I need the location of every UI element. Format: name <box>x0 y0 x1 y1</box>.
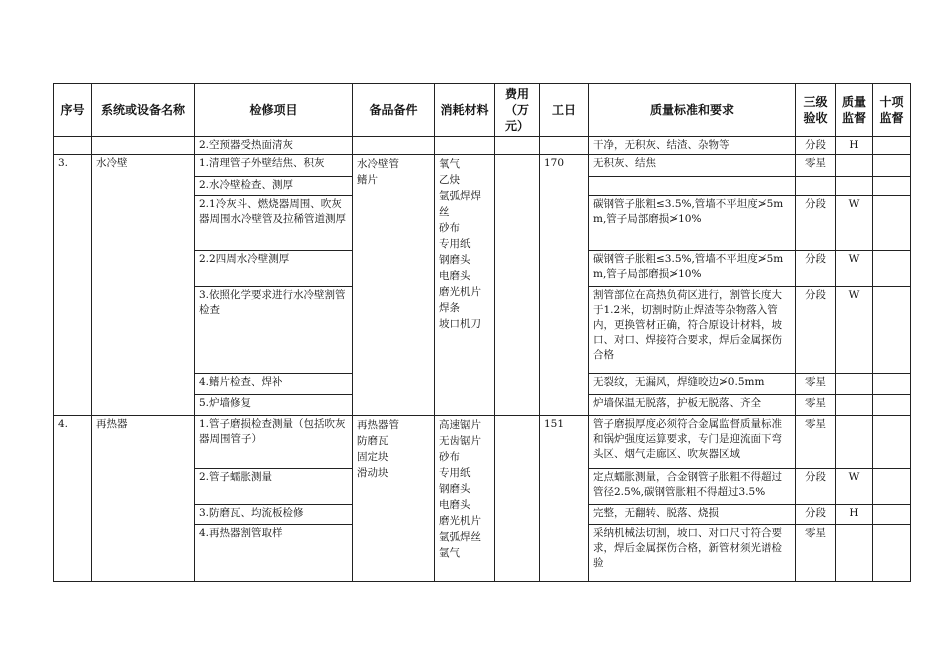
quality-cell <box>836 155 873 177</box>
acceptance-cell: 分段 <box>796 505 836 525</box>
acceptance-cell: 零星 <box>796 416 836 469</box>
item-cell: 5.炉墙修复 <box>195 395 353 416</box>
spare-cell: 再热器管 防磨瓦 固定块 滑动块 <box>353 416 435 582</box>
quality-cell <box>836 395 873 416</box>
standard-cell: 无积灰、结焦 <box>589 155 796 177</box>
item-cell: 2.管子蠕胀测量 <box>195 469 353 505</box>
item-cell: 1.清理管子外壁结焦、积灰 <box>195 155 353 177</box>
item-cell: 2.2四周水冷壁测厚 <box>195 251 353 287</box>
header-ten: 十项监督 <box>873 84 911 137</box>
spare-cell: 水冷壁管 鳍片 <box>353 155 435 416</box>
quality-cell: W <box>836 469 873 505</box>
standard-cell: 炉墙保温无脱落，护板无脱落、齐全 <box>589 395 796 416</box>
acceptance-cell: 分段 <box>796 287 836 374</box>
standard-cell: 碳钢管子胀粗≤3.5%,管墙不平坦度≯5mm,管子局部磨损≯10% <box>589 196 796 251</box>
table-row <box>54 155 911 177</box>
header-item: 检修项目 <box>195 84 353 137</box>
standard-cell: 割管部位在高热负荷区进行，割管长度大于1.2米，切割时防止焊渣等杂物落入管内，更换管材正确，符合原设计材料，坡口、对口、焊接符合要求，焊后金属探伤合格 <box>589 287 796 374</box>
standard-cell: 管子磨损厚度必须符合金属监督质量标准和锅炉强度运算要求，专门是迎流面下弯头区、烟气走廊区、吹灰器区域 <box>589 416 796 469</box>
standard-cell <box>589 177 796 196</box>
header-standard: 质量标准和要求 <box>589 84 796 137</box>
header-labor: 工日 <box>540 84 589 137</box>
item-cell: 2.水冷壁检查、测厚 <box>195 177 353 196</box>
system-cell: 再热器 <box>92 416 195 582</box>
standard-cell: 无裂纹，无漏风，焊缝咬边≯0.5mm <box>589 374 796 395</box>
header-cost: 费用（万元） <box>495 84 540 137</box>
consumable-cell: 高速锯片 无齿锯片 砂布 专用纸 钢磨头 电磨头 磨光机片 氩弧焊丝 氩气 <box>435 416 495 582</box>
item-cell: 4.鳍片检查、焊补 <box>195 374 353 395</box>
quality-cell <box>836 177 873 196</box>
quality-cell: H <box>836 505 873 525</box>
acceptance-cell: 零星 <box>796 155 836 177</box>
labor-cell: 151 <box>540 416 589 582</box>
acceptance-cell: 零星 <box>796 395 836 416</box>
header-consumable: 消耗材料 <box>435 84 495 137</box>
acceptance-cell: 零星 <box>796 374 836 395</box>
acceptance-cell <box>796 177 836 196</box>
item-cell: 3.防磨瓦、均流板检修 <box>195 505 353 525</box>
acceptance-cell: 分段 <box>796 196 836 251</box>
standard-cell: 定点蠕胀测量，合金钢管子胀粗不得超过管径2.5%,碳钢管胀粗不得超过3.5% <box>589 469 796 505</box>
quality-cell: H <box>836 137 873 155</box>
quality-cell: W <box>836 196 873 251</box>
table-row <box>54 137 911 155</box>
header-row <box>54 84 911 137</box>
quality-cell: W <box>836 251 873 287</box>
table-row <box>54 416 911 469</box>
item-cell: 2.空预器受热面清灰 <box>195 137 353 155</box>
acceptance-cell: 分段 <box>796 469 836 505</box>
seq-cell: 3. <box>54 155 92 416</box>
header-spare: 备品备件 <box>353 84 435 137</box>
maintenance-table <box>53 83 911 582</box>
standard-cell: 碳钢管子胀粗≤3.5%,管墙不平坦度≯5mm,管子局部磨损≯10% <box>589 251 796 287</box>
quality-cell: W <box>836 287 873 374</box>
quality-cell <box>836 416 873 469</box>
header-system: 系统或设备名称 <box>92 84 195 137</box>
item-cell: 3.依照化学要求进行水冷壁割管检查 <box>195 287 353 374</box>
acceptance-cell: 分段 <box>796 251 836 287</box>
quality-cell <box>836 374 873 395</box>
standard-cell: 完整，无翻转、脱落、烧损 <box>589 505 796 525</box>
header-acceptance: 三级验收 <box>796 84 836 137</box>
acceptance-cell: 零星 <box>796 525 836 582</box>
consumable-cell: 氧气 乙炔 氩弧焊焊丝 砂布 专用纸 钢磨头 电磨头 磨光机片 焊条 坡口机刀 <box>435 155 495 416</box>
header-seq: 序号 <box>54 84 92 137</box>
header-quality: 质量监督 <box>836 84 873 137</box>
labor-cell: 170 <box>540 155 589 416</box>
item-cell: 2.1冷灰斗、燃烧器周围、吹灰器周围水冷壁管及拉稀管道测厚 <box>195 196 353 251</box>
item-cell: 4.再热器割管取样 <box>195 525 353 582</box>
standard-cell: 采纳机械法切割，坡口、对口尺寸符合要求，焊后金属探伤合格，新管材须光谱检验 <box>589 525 796 582</box>
system-cell: 水冷壁 <box>92 155 195 416</box>
quality-cell <box>836 525 873 582</box>
acceptance-cell: 分段 <box>796 137 836 155</box>
standard-cell: 干净，无积灰、结渣、杂物等 <box>589 137 796 155</box>
item-cell: 1.管子磨损检查测量（包括吹灰器周围管子） <box>195 416 353 469</box>
seq-cell: 4. <box>54 416 92 582</box>
